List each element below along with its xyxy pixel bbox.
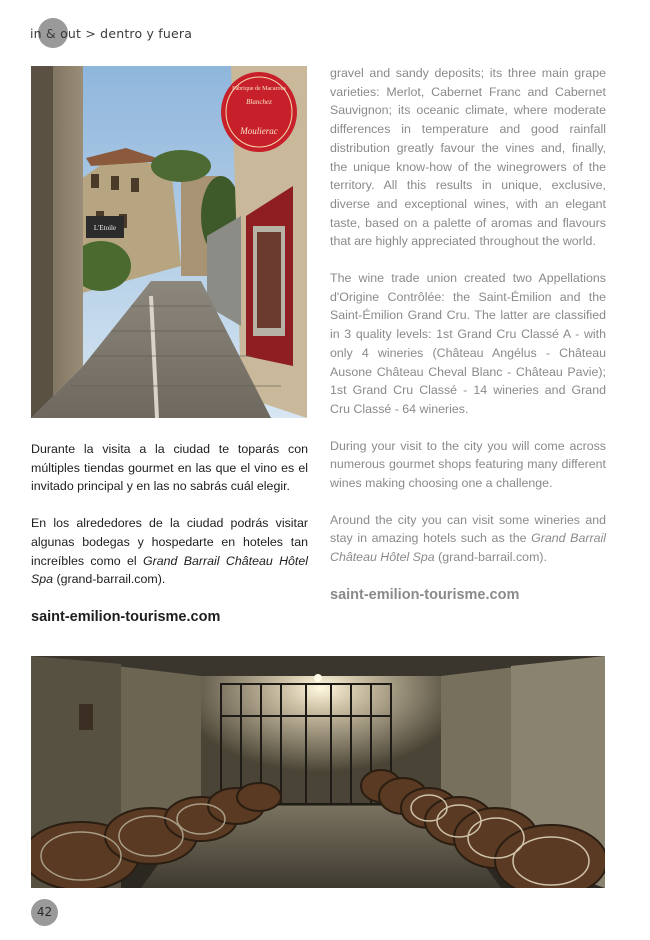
tourism-link[interactable]: saint-emilion-tourisme.com (31, 608, 221, 625)
small-shop-sign: L'Etoile (93, 224, 117, 232)
right-column (330, 64, 606, 603)
right-paragraph-3: During your visit to the city you will come across numerous gourmet shops featuring many different wines making choosing one a challenge. (330, 438, 606, 491)
left-column (31, 440, 308, 625)
tourism-link-english[interactable]: saint-emilion-tourisme.com (330, 586, 520, 603)
hotel-name: Grand Barrail Château Hôtel Spa (330, 531, 606, 565)
hotel-name: Grand Barrail Château Hôtel Spa (31, 553, 308, 587)
left-paragraph-2: En los alrededores de la ciudad podrás visitar algunas bodegas y hospedarte en hoteles tan increíbles como el Grand Barrail Château Hôtel Spa (grand-barrail.com). (31, 516, 308, 587)
sign-line-1: Fabrique de Macarons (232, 86, 286, 92)
right-paragraph-2: The wine trade union created two Appellations d'Origine Contrôlée: the Saint-Émilion and the Saint-Émilion Grand Cru. The latter are classified in 3 quality levels: 1st Grand Cru Classé A - with only 4 wineries (Château Angélus - Château Ausone Château Cheval Blanc - Château Pavie); 1st Grand Cru Classé - 14 wineries and Grand Cru Classé - 64 wineries. (330, 271, 606, 416)
street-photo (31, 66, 307, 418)
left-paragraph-1: Durante la visita a la ciudad te toparás con múltiples tiendas gourmet en las que el vino es el invitado principal y en las no sabrás cuál elegir. (31, 442, 308, 494)
right-paragraph-4: Around the city you can visit some wineries and stay in amazing hotels such as the Grand Barrail Château Hôtel Spa (grand-barrail.com). (330, 512, 606, 565)
sign-line-3: Moulierac (240, 126, 278, 136)
section-header: in & out > dentro y fuera (30, 26, 193, 41)
wine-cellar-photo (31, 656, 605, 888)
macarons-shop-sign (221, 72, 297, 152)
right-paragraph-1: gravel and sandy deposits; its three main grape varieties: Merlot, Cabernet Franc and Cabernet Sauvignon; its oceanic climate, where moderate differences in temperature and good rainfall distribution greatly favour the vines and, finally, the unique know-how of the winegrowers of the territory. All this results in unique, exclusive, diverse and exceptional wines, with an elegant taste, based on a palette of aromas and flavours that are highly appreciated throughout the world. (330, 66, 606, 249)
sign-line-2: Blanchez (246, 98, 272, 106)
page-number: 42 (36, 905, 53, 919)
